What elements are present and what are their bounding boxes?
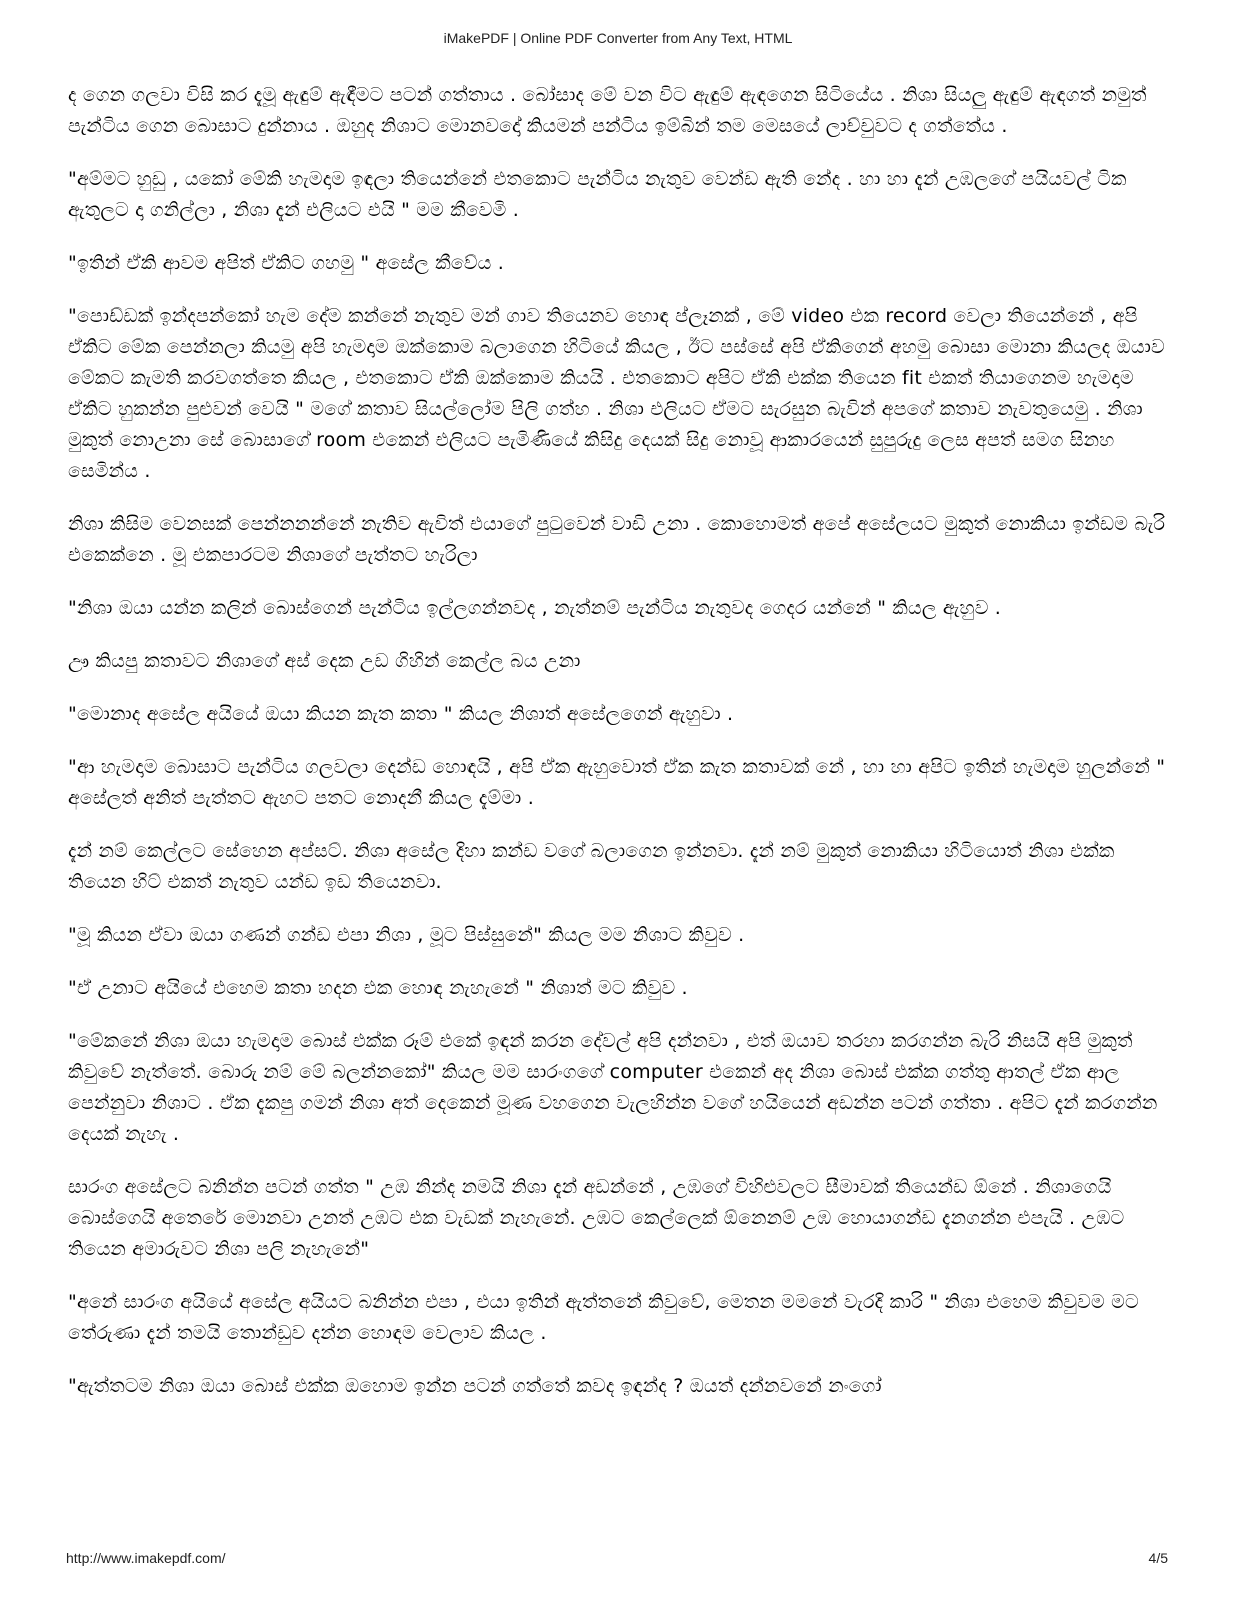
paragraph: "පොඩ්ඩක් ඉන්දපන්කෝ හැම දේම කන්නේ නැතුව මන් ගාව තියෙනව හොඳ ප්ලෑනක් , මේ video එක record වෙලා තියෙන්නේ , අපි ඒකිට මේක පෙන්නලා කියමු අපි හැමදාම ඔක්කොම බලාගෙන හිටියේ කියල , ඊට පස්සේ අපි ඒකිගෙන් අහමු බොසා මොනා කියලද ඔයාව මේකට කැමති කරවගත්තෙ කියල , එතකොට ඒකි ඔක්කොම කියයි . එතකොට අපිට ඒකි එක්ක තියෙන fit එකත් තියාගෙනම හැමදාම ඒකිට හුකන්න පුළුවන් වෙයි " මගේ කතාව සියල්ලෝම පිලි ගත්හ . නිශා එලියට ඒමට සැරසුන බැවින් අපගේ කතාව නැවතුයෙමු . නිශා මුකුත් නොඋනා සේ බොසාගේ room එකෙන් එලියට පැමිණියේ කිසිදු දෙයක් සිදු නොවූ ආකාරයෙන් සුපුරුදු ලෙස අපත් සමග සිනහ සෙමින්ය . xyxy=(68,305,1165,482)
page-number: 4/5 xyxy=(1148,1550,1168,1566)
paragraph: "අම්මට හුඩු , යකෝ මේකි හැමදාම ඉඳලා තියෙන්නේ එතකොට පැන්ටිය නැතුව වෙන්ඩ ඇති නේද . හා හා දැන් උඹලගේ පයියවල් ටික ඇතුලට දා ගනිල්ලා , නිශා දැන් එලියට එයි " මම කීවෙමි . xyxy=(68,168,1127,221)
paragraph: "ඇත්තටම නිශා ඔයා බොස් එක්ක ඔහොම ඉන්න පටන් ගත්තේ කවද ඉඳන්ද ? ඔයත් දන්නවනේ නංගෝ xyxy=(68,1375,882,1397)
paragraph: "මේකනේ නිශා ඔයා හැමදාම බොස් එක්ක රූම් එකේ ඉඳන් කරන දේවල් අපි දන්නවා , එත් ඔයාව තරහා කරගන්න බැරි නිසයි අපි මුකුත් කිවුවේ නැත්තේ. බොරු නම් මේ බලන්නකෝ" කියල මම සාරංගගේ computer එකෙන් අද නිශා බොස් එක්ක ගත්තු ආතල් ඒක ආල පෙන්නුවා නිශාට . ඒක දැකපු ගමන් නිශා අත් දෙකෙන් මූණ වහගෙන වැලහින්න වගේ හයියෙන් අඩන්න පටන් ගත්තා . අපිට දැන් කරගන්න දෙයක් නැහැ . xyxy=(68,1030,1158,1145)
footer-url-link[interactable]: http://www.imakepdf.com/ xyxy=(66,1550,226,1566)
paragraph: "ආ හැමදාම බොසාට පැන්ටිය ගලවලා දෙන්ඩ හොඳයි , අපි ඒක ඇහුවොත් ඒක කැත කතාවක් නේ , හා හා අපිට ඉතින් හැමදාම හුලන්නේ " අසේලත් අනිත් පැත්තට ඇහට පතට නොදනී කියල දැම්මා . xyxy=(68,756,1166,809)
paragraph: සාරංග අසේලට බනින්න පටන් ගත්ත " උඹ නින්ද නමයි නිශා දැන් අඩන්නේ , උඹගේ විහිළුවලට සීමාවක් තියෙන්ඩ ඕනේ . නිශාගෙයි බොස්ගෙයි අතෙරේ මොනවා උනත් උඹට එක වැඩක් නැහැනේ. උඹට කෙල්ලෙක් ඕනෙනම් උඹ හොයාගන්ඩ දැනගන්න එපැයි . උඹට තියෙන අමාරුවට නිශා පලි නැහැනේ" xyxy=(68,1176,1125,1260)
paragraph: "ඒ උනාට අයියේ එහෙම කතා හදන එක හොඳ නැහැනේ " නිශාත් මට කිවුව . xyxy=(68,977,688,999)
paragraph: "මොනාද අසේල අයියේ ඔයා කියන කැත කතා " කියල නිශාත් අසේලගෙන් ඇහුවා . xyxy=(68,703,734,725)
paragraph: ද ගෙන ගලවා විසි කර දැමූ ඇඳුම් ඇඳීමට පටන් ගත්තාය . බෝසාද මේ වන විට ඇඳුම් ඇඳගෙන සිටියේය . නිශා සියලු ඇඳුම් ඇඳගත් නමුත් පැන්ටිය ගෙන බොසාට දුන්නාය . ඔහුද නිශාට මොනවදෝ කියමන් පන්ටිය ඉම්බින් තම මෙසයේ ලාච්චුවට ද ගත්තේය . xyxy=(68,84,1147,137)
paragraph: "ඉතින් ඒකි ආවම අපිත් ඒකිට ගහමු " අසේල කීවේය . xyxy=(68,252,505,274)
paragraph: "අනේ සාරංග අයියේ අසේල අයියට බනින්න එපා , එයා ඉතින් ඇත්තනේ කිවුවේ, මෙතන මමනේ වැරදි කාරි " නිශා එහෙම කිවුවම මට තේරුණා දැන් තමයි තොන්ඩුව දන්න හොඳම වෙලාව කියල . xyxy=(68,1291,1139,1344)
paragraph: දැන් නම් කෙල්ලට සේහෙන අප්සට්. නිශා අසේල දිහා කන්ඩ වගේ බලාගෙන ඉන්නවා. දැන් නම් මුකුත් නොකියා හිටියොත් නිශා එක්ක තියෙන හිට් එකත් නැතුව යන්ඩ ඉඩ තියෙනවා. xyxy=(68,840,1115,893)
page-footer xyxy=(66,1550,1168,1570)
paragraph: නිශා කිසිම වෙනසක් පෙන්නනන්නේ නැතිව ඇවිත් එයාගේ පුටුවෙන් වාඩි උනා . කොහොමත් අපේ අසේලයට මුකුත් නොකියා ඉන්ඩම බැරි එකෙක්නෙ . මූ එකපාරටම නිශාගේ පැත්තට හැරිලා xyxy=(68,513,1166,566)
paragraph: "මූ කියන ඒවා ඔයා ගණන් ගන්ඩ එපා නිශා , මූට පිස්සුනේ" කියල මම නිශාට කිවුව . xyxy=(68,924,745,946)
paragraph: "නිශා ඔයා යන්න කලින් බොස්ගෙන් පැන්ටිය ඉල්ලගන්නවද , නැත්නම් පැන්ටිය නැතුවද ගෙදර යන්නේ " කියල ඇහුව . xyxy=(68,597,1002,619)
page-header-title: iMakePDF | Online PDF Converter from Any Text, HTML xyxy=(443,30,793,46)
document-body xyxy=(68,80,1168,1424)
paragraph: ඌ කියපු කතාවට නිශාගේ අස් දෙක උඩ ගිහින් කෙල්ල බය උනා xyxy=(68,650,581,672)
